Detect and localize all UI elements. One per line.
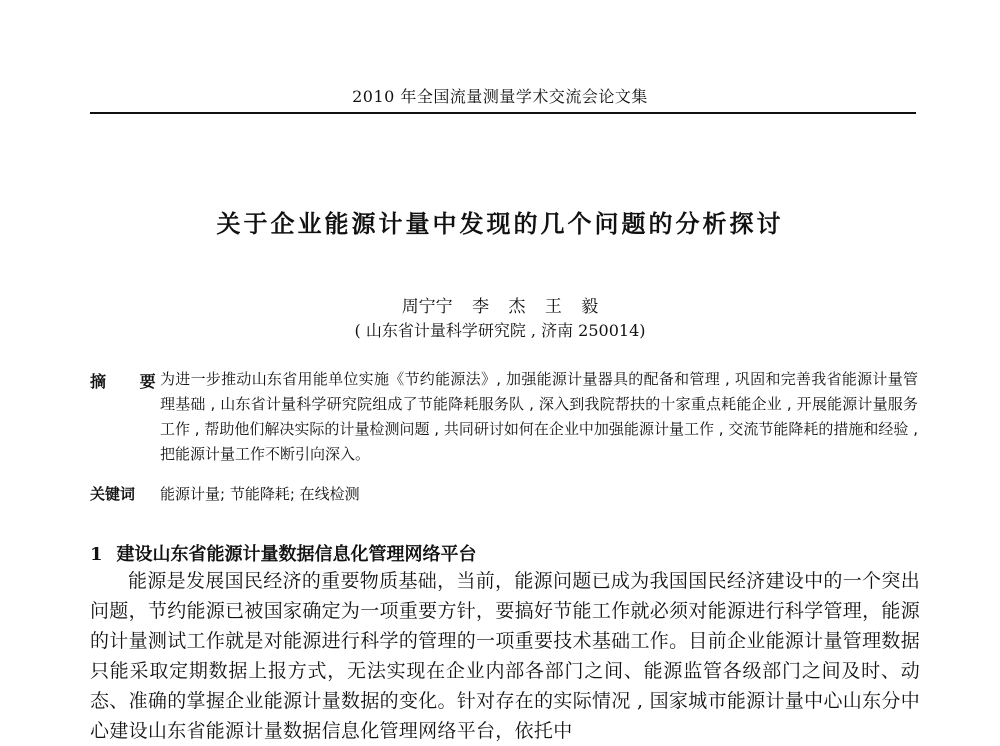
paper-affiliation: ( 山东省计量科学研究院 , 济南 250014) [354,321,646,340]
abstract-label: 摘 要 [90,372,170,391]
section-1-title: 建设山东省能源计量数据信息化管理网络平台 [116,544,477,565]
paper-authors: 周宁宁 李 杰 王 毅 [401,297,599,317]
paper-title: 关于企业能源计量中发现的几个问题的分析探讨 [216,209,784,238]
section-1-number: 1 [90,544,103,565]
keywords-label: 关键词 [90,485,136,503]
section-1-heading [90,540,477,566]
keywords-text: 能源计量; 节能降耗; 在线检测 [160,485,360,503]
header-rule [90,112,916,114]
section-1-paragraph: 能源是发展国民经济的重要物质基础，当前，能源问题已成为我国国民经济建设中的一个突出问题，节约能源已被国家确定为一项重要方针，要搞好节能工作就必须对能源进行科学管理，能源的计量测试工作就是对能源进行科学的管理的一项重要技术基础工作。目前企业能源计量管理数据只能采取定期数据上报方式，无法实现在企业内部各部门之间、能源监管各级部门之间及时、动态、准确的掌握企业能源计量数据的变化。针对存在的实际情况 , 国家城市能源计量中心山东分中心建设山东省能源计量数据信息化管理网络平台，依托中 [90,570,920,742]
abstract-text: 为进一步推动山东省用能单位实施《节约能源法》, 加强能源计量器具的配备和管理 , 巩固和完善我省能源计量管理基础 , 山东省计量科学研究院组成了节能降耗服务队 , 深入到我院帮扶的十家重点耗能企业 , 开展能源计量服务工作 , 帮助他们解决实际的计量检测问题 , 共同研讨如何在企业中加强能源计量工作 , 交流节能降耗的措施和经验 , 把能源计量工作不断引向深入。 [160,370,918,463]
running-head: 2010 年全国流量测量学术交流会论文集 [352,87,648,106]
